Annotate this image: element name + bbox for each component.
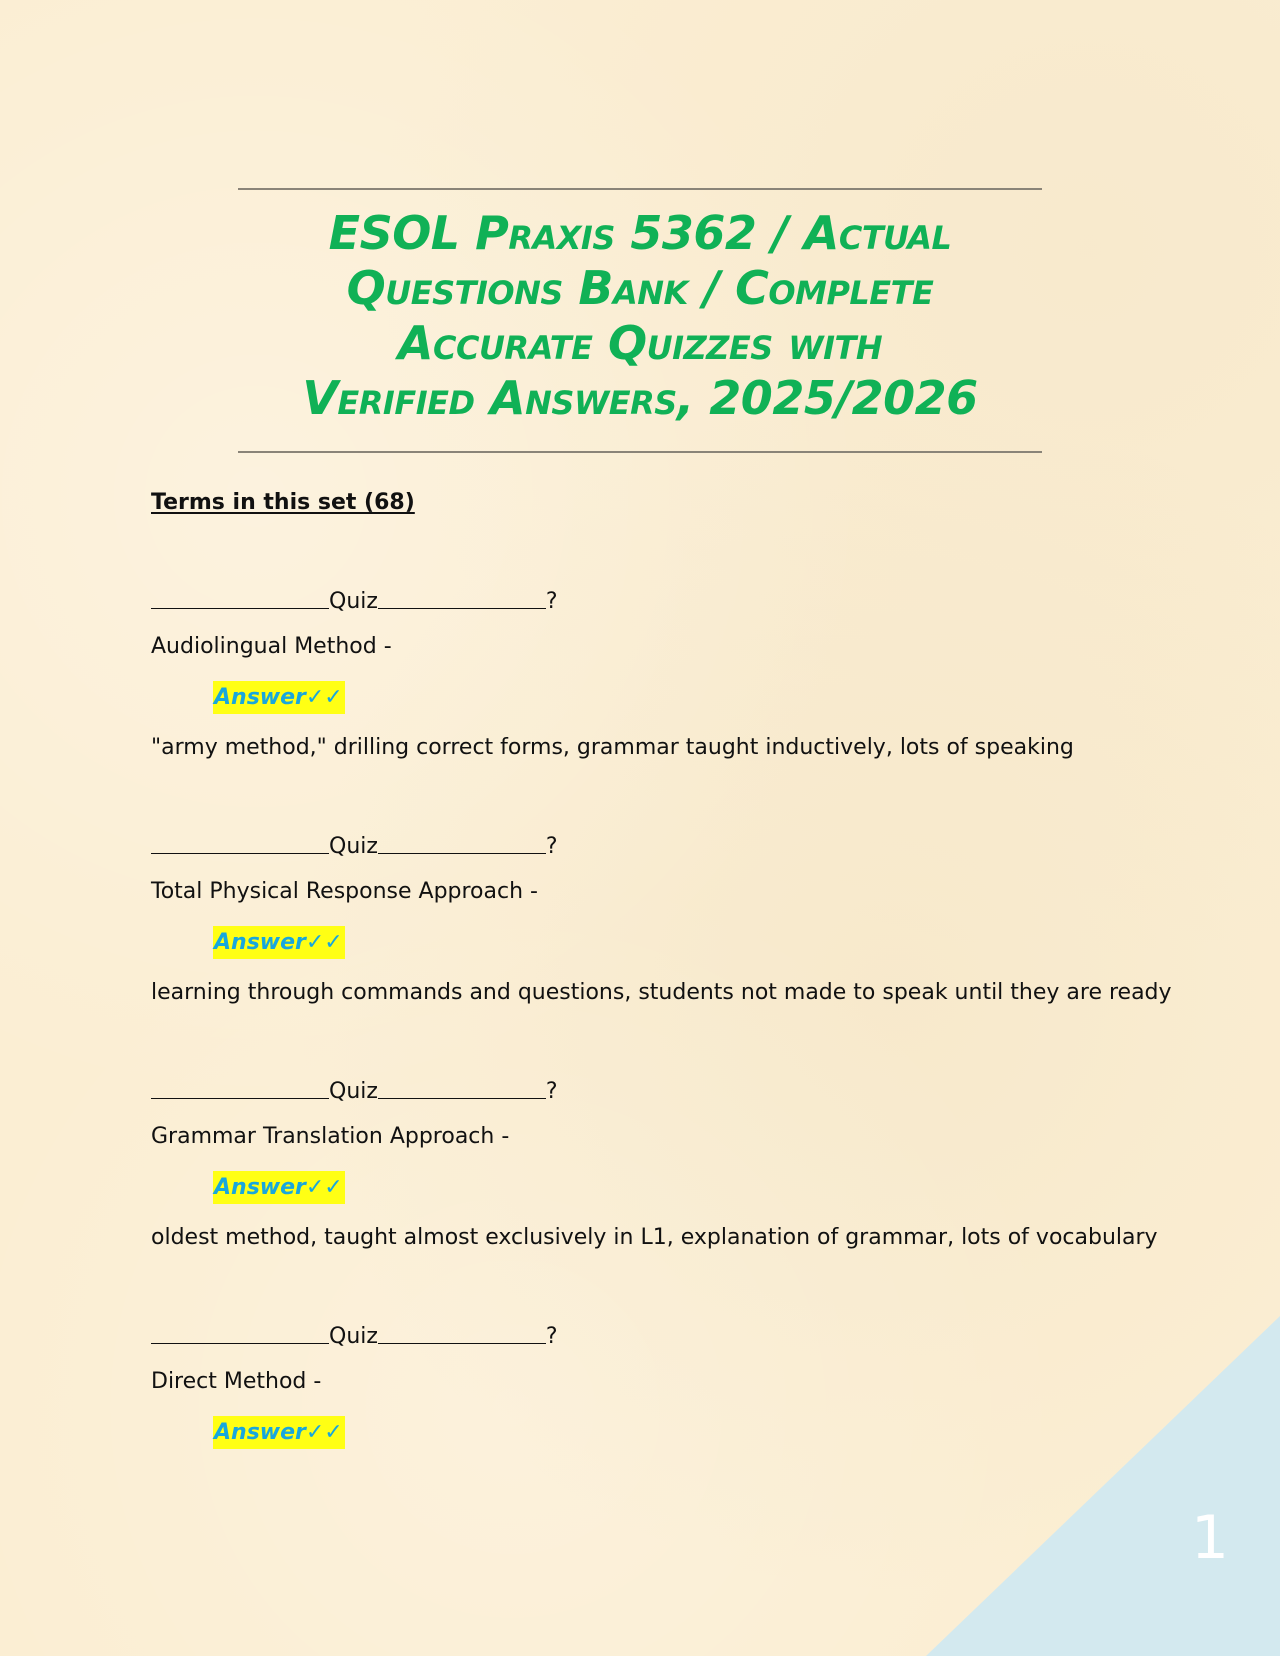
terms-heading: Terms in this set (68) [151,490,415,515]
quiz-word: Quiz [329,589,378,614]
title-bottom-rule [238,451,1042,453]
fill-blank [151,1098,329,1099]
page-number: 1 [1190,1503,1230,1573]
question-mark: ? [545,589,558,614]
fill-blank [378,1098,546,1099]
title-top-rule [238,188,1042,190]
quiz-item [151,1320,1131,1449]
quiz-item [151,585,1131,762]
term-text: Grammar Translation Approach - [151,1124,510,1149]
fill-blank [151,608,329,609]
term-text: Total Physical Response Approach - [151,879,538,904]
fill-blank [151,1343,329,1344]
quiz-word: Quiz [329,1324,378,1349]
term-text: Audiolingual Method - [151,634,392,659]
answer-label: Answer✓✓ [213,926,345,959]
quiz-word: Quiz [329,834,378,859]
fill-blank [378,1343,546,1344]
definition-text: oldest method, taught almost exclusively in L1, explanation of grammar, lots of vocabulary [151,1225,1158,1250]
definition-text: "army method," drilling correct forms, grammar taught inductively, lots of speaking [151,735,1074,760]
definition-text: learning through commands and questions, students not made to speak until they are ready [151,980,1172,1005]
title-line-4: Verified Answers, 2025/2026 [302,371,978,425]
title-line-3: Accurate Quizzes with [397,316,883,370]
answer-label: Answer✓✓ [213,1171,345,1204]
question-mark: ? [545,1079,558,1104]
quiz-prompt-line [151,830,1131,864]
title-line-1: ESOL Praxis 5362 / Actual [328,206,952,260]
fill-blank [378,853,546,854]
quiz-prompt-line [151,1320,1131,1354]
answer-label: Answer✓✓ [213,1416,345,1449]
quiz-item [151,1075,1158,1252]
term-text: Direct Method - [151,1369,322,1394]
answer-label: Answer✓✓ [213,681,345,714]
document-title [238,206,1042,426]
quiz-prompt-line [151,585,1131,619]
question-mark: ? [545,834,558,859]
question-mark: ? [545,1324,558,1349]
quiz-prompt-line [151,1075,1131,1109]
title-line-2: Questions Bank / Complete [346,261,934,315]
fill-blank [378,608,546,609]
quiz-word: Quiz [329,1079,378,1104]
quiz-item [151,830,1172,1007]
fill-blank [151,853,329,854]
